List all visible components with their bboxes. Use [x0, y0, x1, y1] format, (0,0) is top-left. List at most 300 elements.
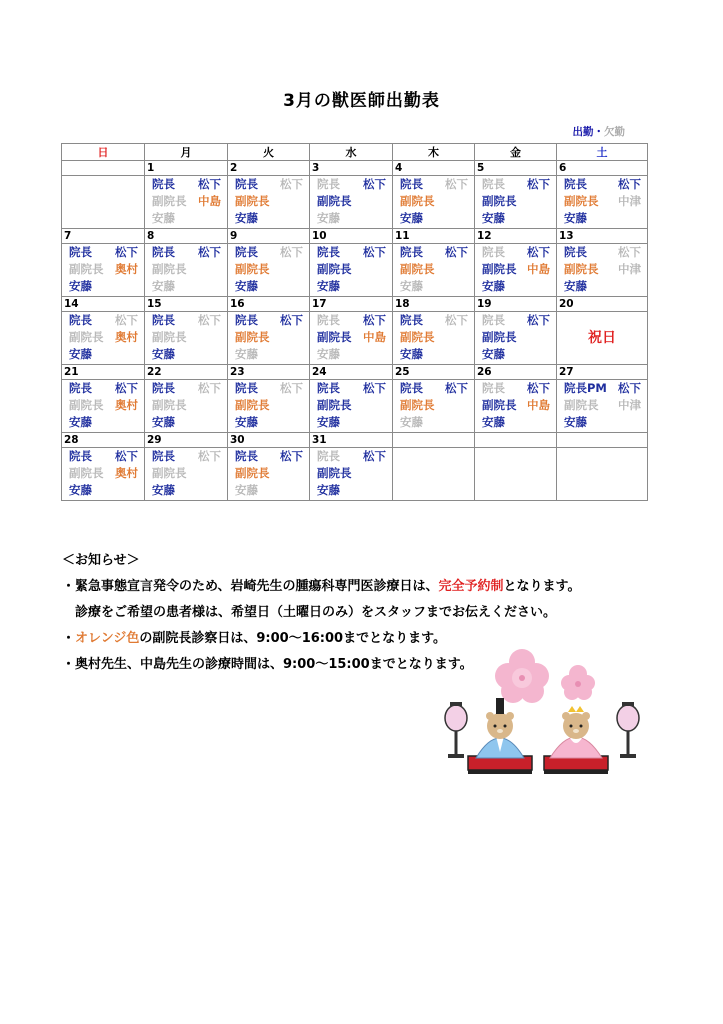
staff-name: 副院長 [482, 194, 517, 208]
weekday-header: 月 [145, 144, 228, 161]
schedule-line [62, 346, 144, 363]
schedule-line [62, 397, 144, 414]
schedule-line [228, 329, 309, 346]
attendance-calendar [61, 143, 648, 501]
notice-line-1 [62, 574, 580, 600]
schedule-line [475, 312, 556, 329]
schedule-line [393, 261, 474, 278]
weekday-header: 日 [62, 144, 145, 161]
schedule-line [475, 244, 556, 261]
staff-name: 安藤 [235, 347, 258, 361]
date-number: 10 [310, 229, 393, 244]
legend-separator: ・ [593, 126, 604, 138]
date-number: 29 [145, 433, 228, 448]
staff-name: 院長 [152, 245, 175, 259]
staff-name: 副院長 [482, 398, 517, 412]
schedule-line [145, 193, 227, 210]
date-number: 6 [557, 161, 648, 176]
day-schedule-cell [310, 244, 393, 297]
staff-name: 安藤 [482, 415, 505, 429]
staff-name: 松下 [115, 381, 138, 395]
staff-name: 安藤 [152, 347, 175, 361]
day-schedule-cell [228, 380, 310, 433]
day-schedule-cell [228, 448, 310, 501]
page-title: 3月の獣医師出勤表 [283, 91, 440, 111]
schedule-line [393, 414, 474, 431]
staff-name: 松下 [363, 177, 386, 191]
schedule-row [62, 312, 648, 365]
staff-name: 中津 [618, 262, 641, 276]
staff-name: 副院長 [235, 330, 270, 344]
staff-name: 中島 [363, 330, 386, 344]
staff-name: 副院長 [317, 398, 352, 412]
staff-name: 松下 [363, 381, 386, 395]
day-schedule-cell [228, 244, 310, 297]
schedule-line [228, 244, 309, 261]
staff-name: 院長 [235, 381, 258, 395]
day-schedule-cell [475, 176, 557, 229]
day-schedule-cell [62, 448, 145, 501]
schedule-line [228, 380, 309, 397]
day-schedule-cell [145, 380, 228, 433]
staff-name: 安藤 [152, 483, 175, 497]
staff-name: 副院長 [317, 330, 352, 344]
schedule-row [62, 448, 648, 501]
date-number: 15 [145, 297, 228, 312]
staff-name: 院長 [482, 177, 505, 191]
staff-name: 安藤 [317, 347, 340, 361]
schedule-line [228, 346, 309, 363]
staff-name: 副院長 [400, 398, 435, 412]
staff-name: 松下 [280, 381, 303, 395]
schedule-line [310, 176, 392, 193]
date-number: 1 [145, 161, 228, 176]
schedule-line [475, 210, 556, 227]
staff-name: 院長PM [564, 381, 607, 395]
legend-present: 出勤 [572, 126, 594, 138]
date-number: 11 [393, 229, 475, 244]
schedule-line [228, 193, 309, 210]
staff-name: 松下 [280, 313, 303, 327]
staff-name: 副院長 [482, 330, 517, 344]
schedule-line [475, 397, 556, 414]
staff-name: 副院長 [152, 194, 187, 208]
schedule-line [475, 176, 556, 193]
staff-name: 松下 [363, 313, 386, 327]
day-schedule-cell [145, 312, 228, 365]
lantern-right-icon [617, 702, 639, 758]
schedule-line [310, 346, 392, 363]
day-schedule-cell [310, 312, 393, 365]
schedule-line [557, 278, 647, 295]
day-schedule-cell [310, 176, 393, 229]
schedule-line [228, 176, 309, 193]
staff-name: 院長 [235, 313, 258, 327]
staff-name: 院長 [317, 245, 340, 259]
schedule-line [393, 312, 474, 329]
staff-name: 副院長 [69, 398, 104, 412]
staff-name: 松下 [363, 449, 386, 463]
staff-name: 松下 [115, 245, 138, 259]
schedule-line [310, 414, 392, 431]
staff-name: 安藤 [235, 279, 258, 293]
staff-name: 松下 [618, 381, 641, 395]
schedule-line [310, 210, 392, 227]
staff-name: 松下 [618, 177, 641, 191]
day-schedule-cell [557, 312, 648, 365]
staff-name: 院長 [564, 245, 587, 259]
staff-name: 安藤 [152, 211, 175, 225]
staff-name: 安藤 [152, 415, 175, 429]
day-schedule-cell [145, 176, 228, 229]
schedule-line [228, 448, 309, 465]
schedule-line [310, 482, 392, 499]
staff-name: 副院長 [317, 194, 352, 208]
staff-name: 安藤 [69, 279, 92, 293]
staff-name: 松下 [198, 449, 221, 463]
schedule-line [228, 261, 309, 278]
notice-highlight-reservation: 完全予約制 [438, 579, 504, 594]
schedule-line [62, 244, 144, 261]
day-schedule-cell [393, 448, 475, 501]
date-number: 8 [145, 229, 228, 244]
date-number [393, 433, 475, 448]
date-number: 19 [475, 297, 557, 312]
date-number: 4 [393, 161, 475, 176]
staff-name: 安藤 [564, 211, 587, 225]
staff-name: 安藤 [317, 211, 340, 225]
staff-name: 松下 [115, 313, 138, 327]
staff-name: 安藤 [235, 415, 258, 429]
staff-name: 副院長 [482, 262, 517, 276]
date-number: 24 [310, 365, 393, 380]
staff-name: 副院長 [400, 194, 435, 208]
date-row [62, 229, 648, 244]
staff-name: 安藤 [564, 279, 587, 293]
staff-name: 副院長 [400, 330, 435, 344]
staff-name: 安藤 [317, 483, 340, 497]
day-schedule-cell [475, 312, 557, 365]
staff-name: 安藤 [317, 279, 340, 293]
staff-name: 松下 [280, 449, 303, 463]
staff-name: 松下 [363, 245, 386, 259]
day-schedule-cell [393, 176, 475, 229]
day-schedule-cell [393, 244, 475, 297]
schedule-line [145, 414, 227, 431]
staff-name: 安藤 [69, 415, 92, 429]
date-number: 22 [145, 365, 228, 380]
weekday-header-row [62, 144, 648, 161]
day-schedule-cell [62, 312, 145, 365]
schedule-line [557, 261, 647, 278]
lantern-left-icon [445, 702, 467, 758]
staff-name: 副院長 [564, 262, 599, 276]
schedule-line [228, 210, 309, 227]
schedule-line [145, 261, 227, 278]
plum-blossom-small-icon [561, 665, 595, 700]
day-schedule-cell [393, 380, 475, 433]
schedule-line [393, 346, 474, 363]
schedule-line [145, 397, 227, 414]
day-schedule-cell [62, 380, 145, 433]
schedule-line [228, 278, 309, 295]
staff-name: 松下 [445, 245, 468, 259]
schedule-line [145, 278, 227, 295]
date-number: 9 [228, 229, 310, 244]
day-schedule-cell [557, 380, 648, 433]
schedule-line [310, 465, 392, 482]
staff-name: 副院長 [564, 398, 599, 412]
staff-name: 副院長 [69, 466, 104, 480]
staff-name: 安藤 [317, 415, 340, 429]
schedule-line [310, 278, 392, 295]
staff-name: 副院長 [69, 262, 104, 276]
schedule-line [62, 329, 144, 346]
staff-name: 院長 [235, 449, 258, 463]
date-number: 18 [393, 297, 475, 312]
schedule-line [557, 210, 647, 227]
day-schedule-cell [393, 312, 475, 365]
schedule-row [62, 380, 648, 433]
date-row [62, 433, 648, 448]
schedule-line [228, 397, 309, 414]
date-number [557, 433, 648, 448]
staff-name: 安藤 [400, 279, 423, 293]
staff-name: 副院長 [152, 262, 187, 276]
day-schedule-cell [310, 380, 393, 433]
date-number: 26 [475, 365, 557, 380]
staff-name: 院長 [400, 245, 423, 259]
date-row [62, 297, 648, 312]
schedule-line [475, 261, 556, 278]
staff-name: 安藤 [482, 347, 505, 361]
schedule-line [310, 193, 392, 210]
notice-line-4: ・奥村先生、中島先生の診療時間は、9:00～15:00までとなります。 [62, 657, 473, 672]
schedule-line [145, 465, 227, 482]
staff-name: 松下 [445, 313, 468, 327]
schedule-line [557, 414, 647, 431]
date-number: 31 [310, 433, 393, 448]
staff-name: 松下 [280, 245, 303, 259]
staff-name: 安藤 [69, 347, 92, 361]
staff-name: 安藤 [152, 279, 175, 293]
staff-name: 副院長 [235, 194, 270, 208]
staff-name: 院長 [482, 381, 505, 395]
day-schedule-cell [145, 244, 228, 297]
date-number [62, 161, 145, 176]
staff-name: 安藤 [482, 211, 505, 225]
schedule-line [557, 176, 647, 193]
staff-name: 安藤 [482, 279, 505, 293]
legend-absent: 欠勤 [604, 126, 625, 138]
schedule-line [62, 465, 144, 482]
staff-name: 松下 [527, 245, 550, 259]
schedule-line [228, 414, 309, 431]
staff-name: 副院長 [400, 262, 435, 276]
date-number: 14 [62, 297, 145, 312]
schedule-line [310, 312, 392, 329]
schedule-line [557, 193, 647, 210]
day-schedule-cell [145, 448, 228, 501]
date-number: 25 [393, 365, 475, 380]
staff-name: 院長 [69, 313, 92, 327]
staff-name: 中津 [618, 194, 641, 208]
date-number: 27 [557, 365, 648, 380]
schedule-line [145, 380, 227, 397]
date-number: 12 [475, 229, 557, 244]
legend [573, 124, 626, 139]
staff-name: 院長 [400, 177, 423, 191]
date-number: 23 [228, 365, 310, 380]
staff-name: 院長 [400, 381, 423, 395]
schedule-line [145, 244, 227, 261]
day-schedule-cell [62, 244, 145, 297]
staff-name: 松下 [198, 177, 221, 191]
staff-name: 松下 [198, 381, 221, 395]
staff-name: 奥村 [115, 466, 138, 480]
staff-name: 院長 [69, 449, 92, 463]
schedule-row [62, 176, 648, 229]
schedule-line [145, 346, 227, 363]
staff-name: 院長 [152, 177, 175, 191]
schedule-line [393, 380, 474, 397]
day-schedule-cell [557, 448, 648, 501]
day-schedule-cell [475, 380, 557, 433]
staff-name: 院長 [482, 313, 505, 327]
staff-name: 院長 [317, 177, 340, 191]
staff-name: 院長 [317, 313, 340, 327]
schedule-line [557, 397, 647, 414]
day-schedule-cell [475, 448, 557, 501]
weekday-header: 金 [475, 144, 557, 161]
staff-name: 院長 [400, 313, 423, 327]
notice-text: ・緊急事態宣言発令のため、岩崎先生の腫瘍科専門医診療日は、 [62, 579, 439, 594]
schedule-line [62, 278, 144, 295]
schedule-line [62, 414, 144, 431]
staff-name: 副院長 [564, 194, 599, 208]
ohina-bear-icon [550, 706, 602, 758]
day-schedule-cell [62, 176, 145, 229]
schedule-line [310, 329, 392, 346]
schedule-line [310, 261, 392, 278]
date-number [475, 433, 557, 448]
schedule-line [475, 346, 556, 363]
date-number: 20 [557, 297, 648, 312]
odairi-bear-icon [476, 698, 524, 758]
staff-name: 副院長 [317, 262, 352, 276]
date-number: 28 [62, 433, 145, 448]
day-schedule-cell [228, 312, 310, 365]
staff-name: 副院長 [235, 466, 270, 480]
schedule-line [145, 329, 227, 346]
staff-name: 副院長 [235, 398, 270, 412]
schedule-line [393, 176, 474, 193]
staff-name: 松下 [280, 177, 303, 191]
day-schedule-cell [475, 244, 557, 297]
plum-blossom-icon [495, 649, 549, 703]
staff-name: 副院長 [69, 330, 104, 344]
date-number: 30 [228, 433, 310, 448]
schedule-line [145, 448, 227, 465]
schedule-line [62, 482, 144, 499]
staff-name: 副院長 [235, 262, 270, 276]
schedule-line [62, 312, 144, 329]
staff-name: 松下 [445, 381, 468, 395]
schedule-line [475, 329, 556, 346]
schedule-line [475, 414, 556, 431]
date-row [62, 365, 648, 380]
schedule-line [62, 380, 144, 397]
date-number: 3 [310, 161, 393, 176]
staff-name: 副院長 [317, 466, 352, 480]
date-number: 7 [62, 229, 145, 244]
staff-name: 院長 [482, 245, 505, 259]
schedule-line [393, 278, 474, 295]
schedule-row [62, 244, 648, 297]
schedule-line [393, 329, 474, 346]
staff-name: 中島 [527, 262, 550, 276]
staff-name: 副院長 [152, 330, 187, 344]
staff-name: 副院長 [152, 398, 187, 412]
staff-name: 院長 [69, 381, 92, 395]
staff-name: 松下 [115, 449, 138, 463]
staff-name: 奥村 [115, 330, 138, 344]
day-schedule-cell [228, 176, 310, 229]
staff-name: 安藤 [400, 211, 423, 225]
staff-name: 松下 [198, 313, 221, 327]
date-row [62, 161, 648, 176]
staff-name: 松下 [445, 177, 468, 191]
schedule-line [557, 244, 647, 261]
staff-name: 安藤 [235, 483, 258, 497]
staff-name: 中島 [198, 194, 221, 208]
day-schedule-cell [557, 176, 648, 229]
day-schedule-cell [557, 244, 648, 297]
date-number: 5 [475, 161, 557, 176]
weekday-header: 木 [393, 144, 475, 161]
staff-name: 院長 [235, 177, 258, 191]
weekday-header: 土 [557, 144, 648, 161]
staff-name: 安藤 [564, 415, 587, 429]
staff-name: 松下 [527, 381, 550, 395]
holiday-label: 祝日 [588, 330, 616, 346]
schedule-line [145, 482, 227, 499]
staff-name: 安藤 [69, 483, 92, 497]
staff-name: 院長 [152, 449, 175, 463]
staff-name: 松下 [527, 177, 550, 191]
schedule-line [62, 448, 144, 465]
notice-text: の副院長診察日は、9:00～16:00までとなります。 [139, 631, 447, 646]
staff-name: 院長 [317, 381, 340, 395]
schedule-line [310, 397, 392, 414]
staff-name: 院長 [69, 245, 92, 259]
staff-name: 奥村 [115, 398, 138, 412]
schedule-line [393, 244, 474, 261]
staff-name: 院長 [235, 245, 258, 259]
schedule-line [393, 210, 474, 227]
schedule-line [310, 244, 392, 261]
schedule-line [557, 380, 647, 397]
staff-name: 中島 [527, 398, 550, 412]
notice-heading: ＜お知らせ＞ [62, 553, 140, 568]
notice-line-2: 診療をご希望の患者様は、希望日（土曜日のみ）をスタッフまでお伝えください。 [62, 605, 557, 620]
schedule-line [62, 261, 144, 278]
date-number: 17 [310, 297, 393, 312]
notice-highlight-orange: オレンジ色 [75, 631, 140, 646]
schedule-line [228, 482, 309, 499]
date-number: 16 [228, 297, 310, 312]
date-number: 13 [557, 229, 648, 244]
